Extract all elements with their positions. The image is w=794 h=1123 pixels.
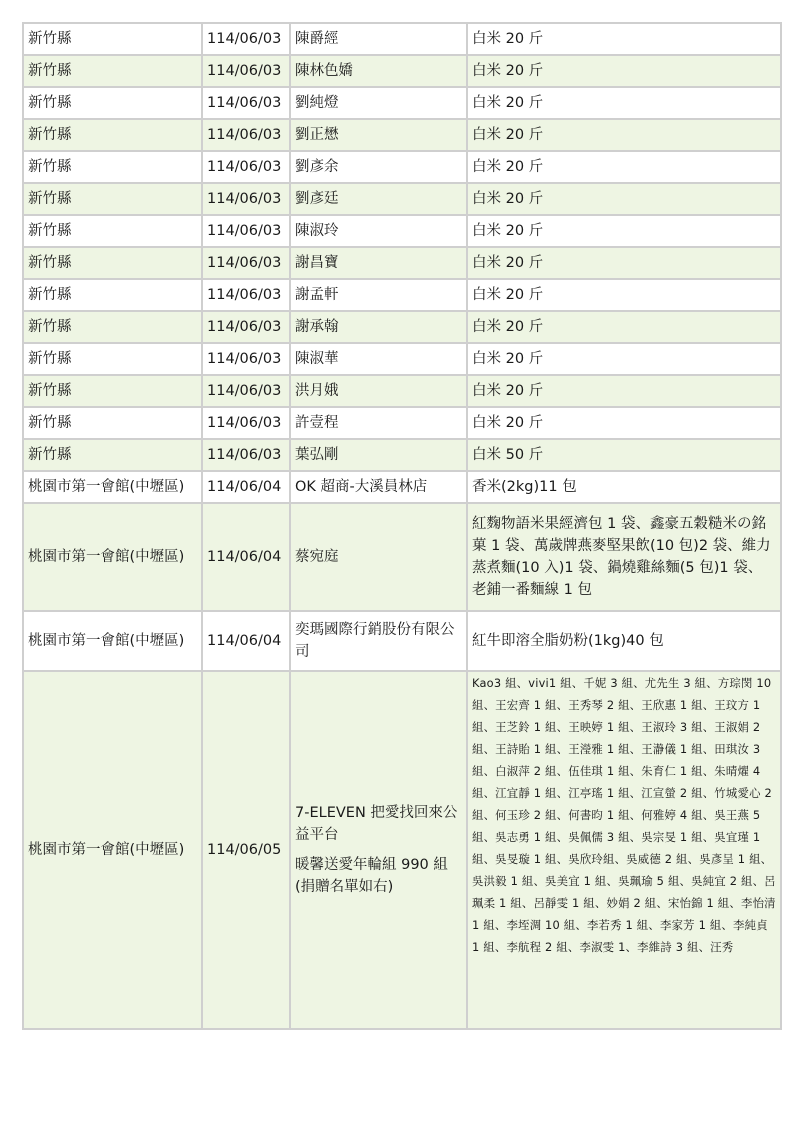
item-cell: 白米 20 斤 [467, 247, 781, 279]
donor-cell: 奕瑪國際行銷股份有限公司 [290, 611, 467, 671]
table-row [23, 279, 781, 311]
donor-cell: 陳淑華 [290, 343, 467, 375]
item-cell: 白米 20 斤 [467, 311, 781, 343]
donor-platform: 7-ELEVEN 把愛找回來公益平台 [295, 805, 458, 843]
date-cell: 114/06/03 [202, 87, 290, 119]
location-cell: 新竹縣 [23, 183, 202, 215]
item-cell: 白米 20 斤 [467, 87, 781, 119]
date-cell: 114/06/03 [202, 439, 290, 471]
donor-cell: 謝昌寶 [290, 247, 467, 279]
item-cell: 白米 20 斤 [467, 375, 781, 407]
item-cell: 白米 20 斤 [467, 151, 781, 183]
item-cell: 白米 20 斤 [467, 55, 781, 87]
donor-cell: 洪月娥 [290, 375, 467, 407]
date-cell: 114/06/03 [202, 343, 290, 375]
donor-cell: 陳淑玲 [290, 215, 467, 247]
table-row [23, 311, 781, 343]
table-row [23, 375, 781, 407]
item-cell: 白米 20 斤 [467, 343, 781, 375]
location-cell: 新竹縣 [23, 375, 202, 407]
date-cell: 114/06/03 [202, 215, 290, 247]
item-cell: 白米 20 斤 [467, 23, 781, 55]
item-cell: 紅麴物語米果經濟包 1 袋、鑫豪五穀糙米の銘菓 1 袋、萬歲牌燕麥堅果飲(10 包)2 袋、維力蒸煮麵(10 入)1 袋、鍋燒雞絲麵(5 包)1 袋、老鋪一番麵線 1 包 [467, 503, 781, 611]
donor-cell: 葉弘剛 [290, 439, 467, 471]
date-cell: 114/06/03 [202, 375, 290, 407]
table-row [23, 215, 781, 247]
item-cell: 白米 20 斤 [467, 279, 781, 311]
location-cell: 新竹縣 [23, 247, 202, 279]
location-cell: 新竹縣 [23, 119, 202, 151]
date-cell: 114/06/03 [202, 151, 290, 183]
date-cell: 114/06/03 [202, 23, 290, 55]
date-cell: 114/06/04 [202, 611, 290, 671]
table-row [23, 439, 781, 471]
item-cell: 白米 20 斤 [467, 407, 781, 439]
donor-cell: 劉彥余 [290, 151, 467, 183]
date-cell: 114/06/03 [202, 407, 290, 439]
table-row [23, 611, 781, 671]
location-cell: 新竹縣 [23, 23, 202, 55]
table-row [23, 407, 781, 439]
donor-cell: 許壹程 [290, 407, 467, 439]
item-cell: 香米(2kg)11 包 [467, 471, 781, 503]
donation-table [22, 22, 782, 1030]
table-row [23, 119, 781, 151]
location-cell: 桃園市第一會館(中壢區) [23, 671, 202, 1029]
date-cell: 114/06/03 [202, 247, 290, 279]
item-cell [467, 671, 781, 1029]
item-cell: 白米 20 斤 [467, 119, 781, 151]
table-row [23, 471, 781, 503]
table-row [23, 247, 781, 279]
donor-note: 暖馨送愛年輪組 990 組(捐贈名單如右) [295, 857, 448, 895]
item-cell: 白米 20 斤 [467, 215, 781, 247]
location-cell: 新竹縣 [23, 215, 202, 247]
date-cell: 114/06/05 [202, 671, 290, 1029]
date-cell: 114/06/03 [202, 55, 290, 87]
location-cell: 新竹縣 [23, 343, 202, 375]
table-row [23, 503, 781, 611]
location-cell: 桃園市第一會館(中壢區) [23, 471, 202, 503]
table-row [23, 151, 781, 183]
location-cell: 新竹縣 [23, 87, 202, 119]
donor-name-list: Kao3 組、vivi1 組、千妮 3 組、尤先生 3 組、方琮閔 10 組、王宏齊 1 組、王秀琴 2 組、王欣惠 1 組、王玟方 1 組、王芝鈴 1 組、王映婷 1 組、王淑玲 3 組、王淑娟 2 組、王詩貽 1 組、王瀅雅 1 組、王瀞儀 1 組、田琪汝 3 組、白淑萍 2 組、伍佳琪 1 組、朱育仁 1 組、朱晴燿 4 組、江宜靜 1 組、江亭瑤 1 組、江宣螢 2 組、竹城愛心 2 組、何玉珍 2 組、何書昀 1 組、何雅婷 4 組、吳王燕 5 組、吳志勇 1 組、吳佩儒 3 組、吳宗旻 1 組、吳宜瑾 1 組、吳旻璇 1 組、吳欣玲組、吳威德 2 組、吳彥呈 1 組、吳洪毅 1 組、吳美宜 1 組、吳珮瑜 5 組、吳純宜 2 組、呂珮柔 1 組、呂靜雯 1 組、妙娟 2 組、宋怡錦 1 組、李怡清 1 組、李垤淍 10 組、李若秀 1 組、李家芳 1 組、李純貞 1 組、李航程 2 組、李淑雯 1、李維詩 3 組、汪秀 [472, 676, 776, 954]
date-cell: 114/06/03 [202, 311, 290, 343]
table-row [23, 671, 781, 1029]
item-cell: 白米 50 斤 [467, 439, 781, 471]
location-cell: 新竹縣 [23, 407, 202, 439]
table-row [23, 55, 781, 87]
table-row [23, 343, 781, 375]
date-cell: 114/06/03 [202, 183, 290, 215]
date-cell: 114/06/03 [202, 119, 290, 151]
donor-cell: 劉純燈 [290, 87, 467, 119]
donor-cell: OK 超商-大溪員林店 [290, 471, 467, 503]
location-cell: 新竹縣 [23, 151, 202, 183]
location-cell: 新竹縣 [23, 311, 202, 343]
date-cell: 114/06/03 [202, 279, 290, 311]
table-row [23, 23, 781, 55]
date-cell: 114/06/04 [202, 503, 290, 611]
location-cell: 桃園市第一會館(中壢區) [23, 611, 202, 671]
location-cell: 新竹縣 [23, 279, 202, 311]
donor-cell: 劉彥廷 [290, 183, 467, 215]
donor-cell: 謝承翰 [290, 311, 467, 343]
donor-cell [290, 671, 467, 1029]
location-cell: 桃園市第一會館(中壢區) [23, 503, 202, 611]
donor-cell: 謝孟軒 [290, 279, 467, 311]
item-cell: 白米 20 斤 [467, 183, 781, 215]
donor-cell: 陳林色嬌 [290, 55, 467, 87]
item-cell: 紅牛即溶全脂奶粉(1kg)40 包 [467, 611, 781, 671]
donor-cell: 劉正懋 [290, 119, 467, 151]
donor-cell: 蔡宛庭 [290, 503, 467, 611]
donor-cell: 陳爵經 [290, 23, 467, 55]
date-cell: 114/06/04 [202, 471, 290, 503]
location-cell: 新竹縣 [23, 439, 202, 471]
table-row [23, 87, 781, 119]
table-row [23, 183, 781, 215]
location-cell: 新竹縣 [23, 55, 202, 87]
